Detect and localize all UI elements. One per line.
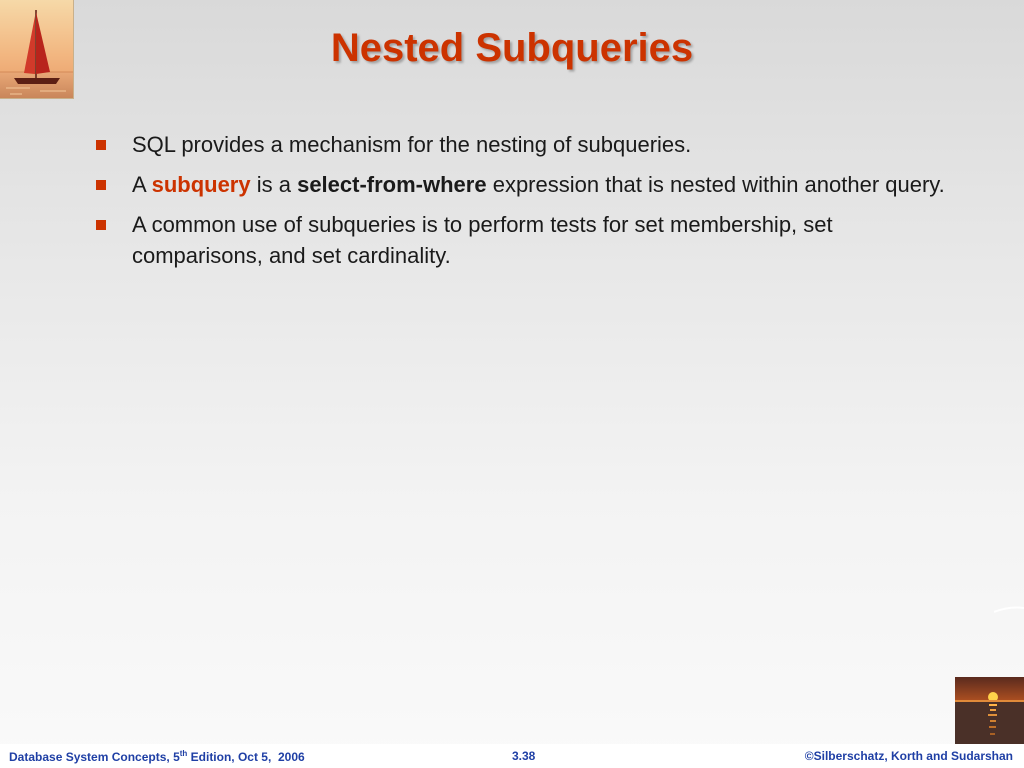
bullet-item (96, 209, 956, 271)
bullet-item (96, 129, 956, 160)
footer-edition-superscript: th (179, 749, 188, 758)
term-subquery: subquery (151, 172, 251, 197)
footer-edition-date: Edition, Oct 5, 2006 (187, 750, 305, 764)
bullet-text-prefix: A (132, 172, 152, 197)
square-bullet-icon (96, 140, 106, 150)
bullet-text: SQL provides a mechanism for the nesting of subqueries. (132, 132, 692, 157)
sunset-image (955, 677, 1024, 746)
bullet-text-mid: is a (250, 172, 298, 197)
bullet-item (96, 169, 956, 200)
footer-book-title-text: Database System Concepts, 5 (9, 750, 180, 764)
slide-number: 3.38 (512, 749, 536, 763)
bullet-list (96, 129, 956, 280)
slide-footer (0, 744, 1024, 768)
footer-copyright: ©Silberschatz, Korth and Sudarshan (804, 749, 1013, 763)
square-bullet-icon (96, 180, 106, 190)
bullet-text: A common use of subqueries is to perform tests for set membership, set comparisons, and set cardinality. (132, 212, 833, 268)
footer-book-title (9, 749, 305, 764)
square-bullet-icon (96, 220, 106, 230)
decorative-swoosh (994, 604, 1024, 614)
bullet-text (132, 169, 956, 200)
bullet-text-suffix: expression that is nested within another query. (486, 172, 945, 197)
term-select-from-where: select-from-where (297, 172, 487, 197)
slide-title: Nested Subqueries (330, 26, 694, 70)
